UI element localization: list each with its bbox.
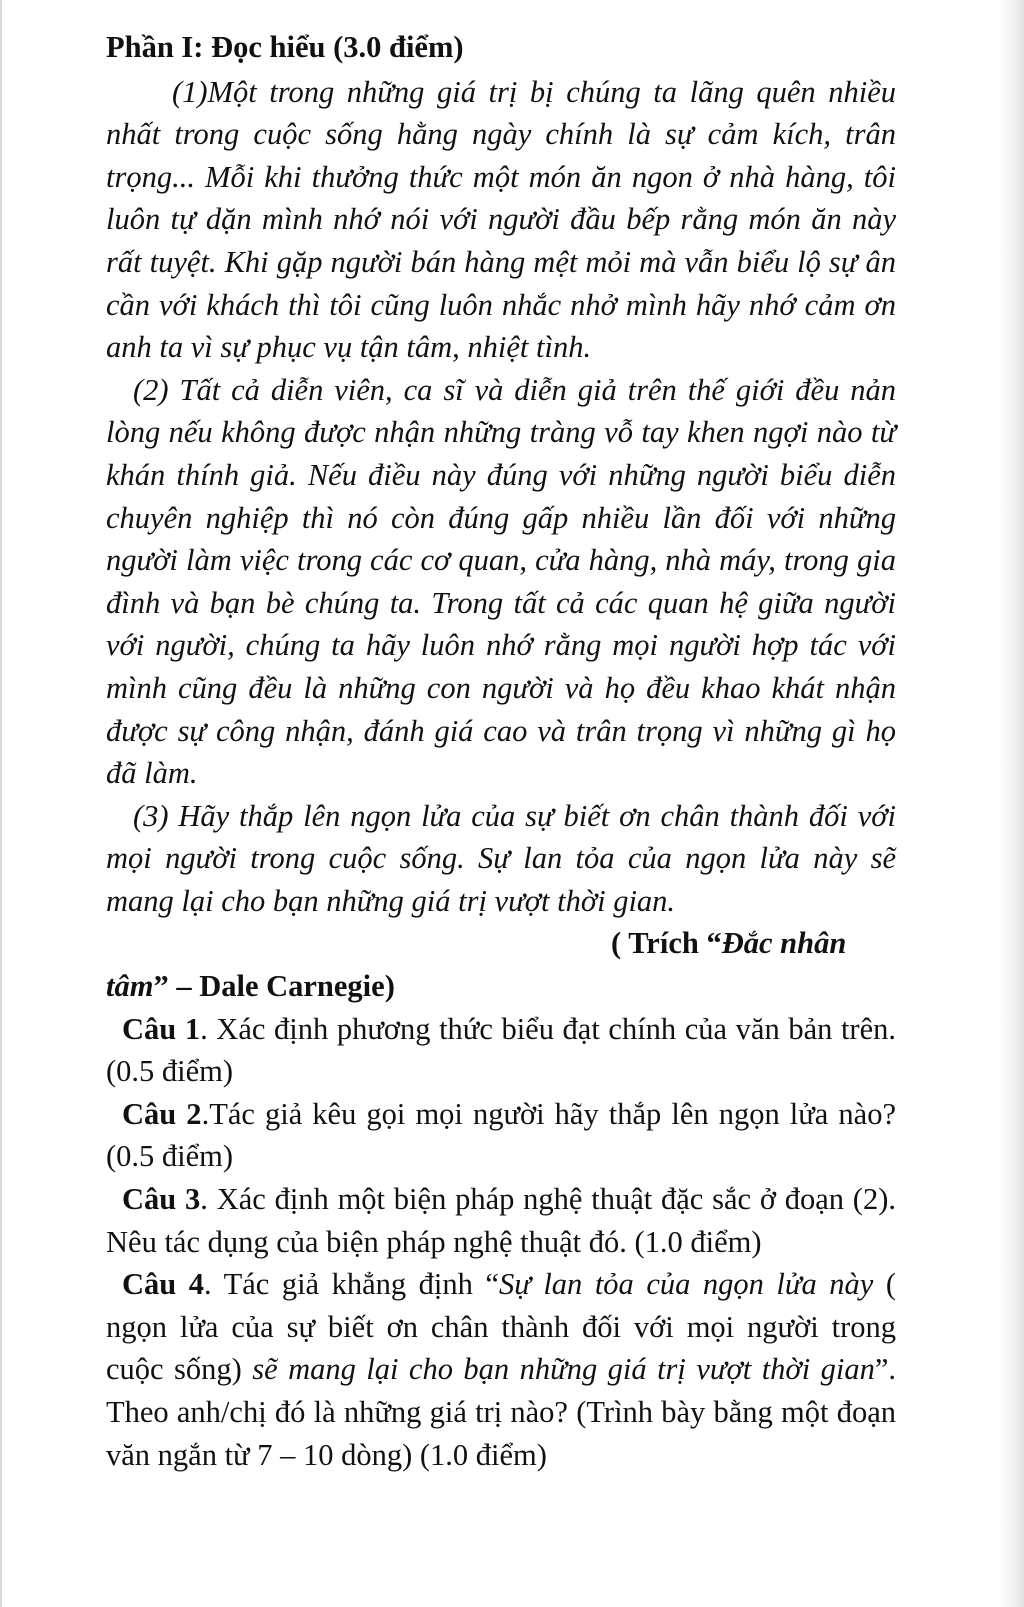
source-suffix: ” – Dale Carnegie)	[153, 969, 395, 1004]
question-3	[106, 1178, 896, 1263]
question-4-quote-part-2: sẽ mang lại cho bạn những giá trị vượt thời gian	[252, 1352, 875, 1387]
page-right-shadow	[998, 0, 1024, 1607]
question-4	[106, 1263, 896, 1476]
question-list	[106, 1008, 896, 1477]
section-title: Phần I: Đọc hiểu (3.0 điểm)	[106, 30, 464, 64]
page-left-edge	[0, 0, 2, 1607]
question-4-text-before: . Tác giả khẳng định “	[204, 1267, 499, 1302]
passage-paragraph-3: (3) Hãy thắp lên ngọn lửa của sự biết ơn chân thành đối với mọi người trong cuộc sống. Sự lan tỏa của ngọn lửa này sẽ mang lại cho bạn những giá trị vượt thời gian.	[106, 798, 896, 918]
question-2-text: .Tác giả kêu gọi mọi người hãy thắp lên ngọn lửa nào? (0.5 điểm)	[106, 1096, 896, 1174]
question-4-label: Câu 4	[122, 1267, 205, 1302]
passage-source	[106, 922, 896, 1007]
question-1-label: Câu 1	[122, 1011, 201, 1046]
question-3-label: Câu 3	[122, 1182, 201, 1217]
document-page	[106, 26, 896, 1476]
question-2	[106, 1093, 896, 1178]
question-1	[106, 1008, 896, 1093]
source-prefix: ( Trích “	[611, 926, 722, 961]
question-1-text: . Xác định phương thức biểu đạt chính của văn bản trên. (0.5 điểm)	[106, 1011, 896, 1089]
passage-paragraph-2: (2) Tất cả diễn viên, ca sĩ và diễn giả trên thế giới đều nản lòng nếu không được nhận những tràng vỗ tay khen ngợi nào từ khán thính giả. Nếu điều này đúng với những người biểu diễn chuyên nghiệp thì nó còn đúng gấp nhiều lần đối với những người làm việc trong các cơ quan, cửa hàng, nhà máy, trong gia đình và bạn bè chúng ta. Trong tất cả các quan hệ giữa người với người, chúng ta hãy luôn nhớ rằng mọi người hợp tác với mình cũng đều là những con người và họ đều khao khát nhận được sự công nhận, đánh giá cao và trân trọng vì những gì họ đã làm.	[106, 372, 896, 791]
passage	[106, 71, 896, 1008]
question-2-label: Câu 2	[122, 1096, 202, 1131]
source-book-title: Đắc nhân tâm	[106, 926, 847, 1004]
question-4-quote-part-1: Sự lan tỏa của ngọn lửa này	[498, 1267, 874, 1302]
question-3-text: . Xác định một biện pháp nghệ thuật đặc sắc ở đoạn (2). Nêu tác dụng của biện pháp nghệ thuật đó. (1.0 điểm)	[106, 1182, 896, 1259]
question-4-plain-middle: ( ngọn lửa của sự biết ơn chân thành đối với mọi người trong cuộc sống)	[106, 1267, 896, 1387]
question-4-text-after: ”. Theo anh/chị đó là những giá trị nào? (Trình bày bằng một đoạn văn ngắn từ 7 – 10 dòng) (1.0 điểm)	[106, 1352, 896, 1472]
passage-paragraph-1: (1)Một trong những giá trị bị chúng ta lãng quên nhiều nhất trong cuộc sống hằng ngày chính là sự cảm kích, trân trọng... Mỗi khi thưởng thức một món ăn ngon ở nhà hàng, tôi luôn tự dặn mình nhớ nói với người đầu bếp rằng món ăn này rất tuyệt. Khi gặp người bán hàng mệt mỏi mà vẫn biểu lộ sự ân cần với khách thì tôi cũng luôn nhắc nhở mình hãy nhớ cảm ơn anh ta vì sự phục vụ tận tâm, nhiệt tình.	[106, 74, 896, 365]
